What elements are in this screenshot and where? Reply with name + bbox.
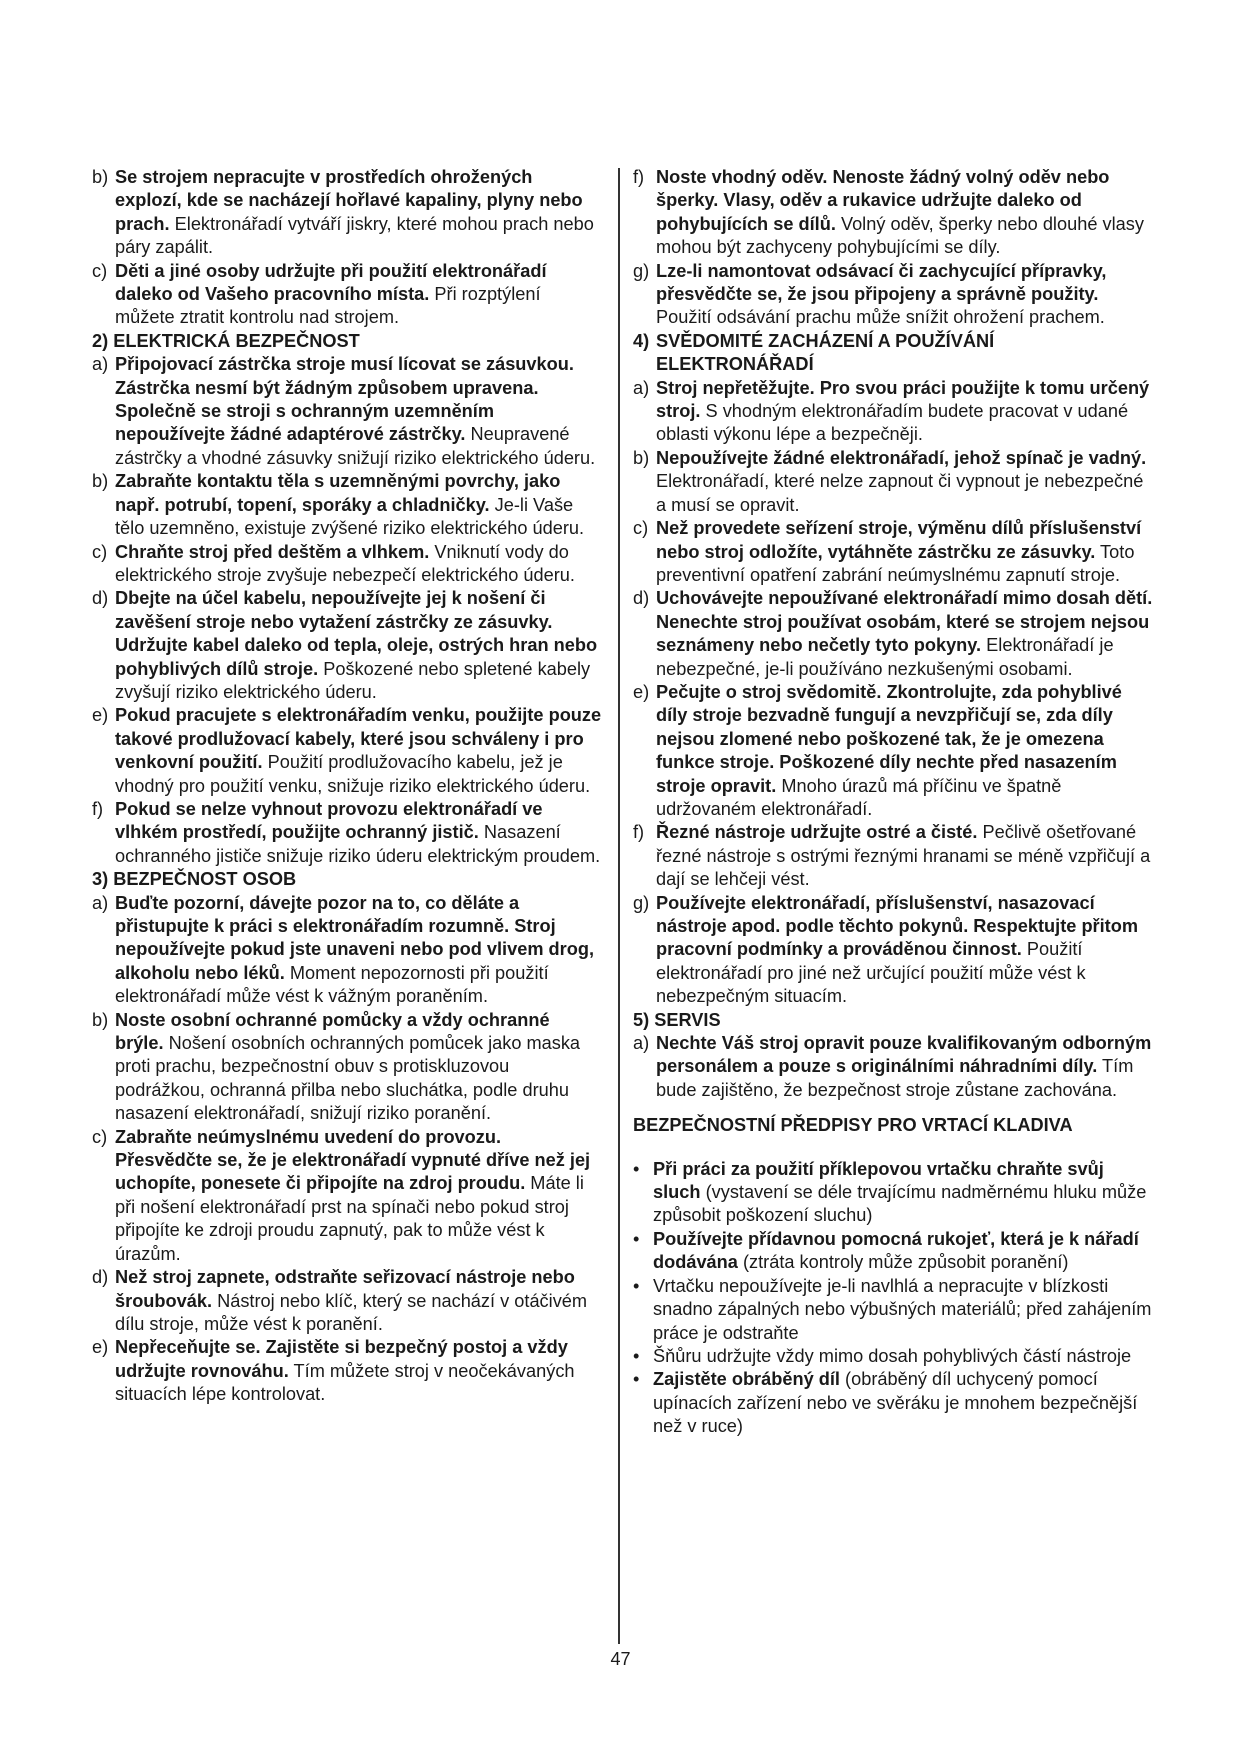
list-item: b) Zabraňte kontaktu těla s uzemněnými povrchy, jako např. potrubí, topení, sporáky a chladničky. Je-li Vaše tělo uzemněno, existuje zvýšené riziko elektrického úderu.: [92, 471, 585, 539]
right-column: [633, 166, 1153, 1439]
column-divider: [618, 168, 620, 1644]
section-heading: 4) SVĚDOMITÉ ZACHÁZENÍ A POUŽÍVÁNÍ ELEKTRONÁŘADÍ: [633, 330, 995, 375]
list-item: c) Chraňte stroj před deštěm a vlhkem. Vniknutí vody do elektrického stroje zvyšuje nebezpečí elektrického úderu.: [92, 541, 575, 585]
list-item: g) Používejte elektronářadí, příslušenství, nasazovací nástroje apod. podle těchto pokynů. Respektujte přitom pracovní podmínky a prováděnou činnost. Použití elektronářadí pro jiné než určující použití může vést k nebezpečným situacím.: [633, 892, 1139, 1007]
left-column: [92, 166, 602, 1407]
list-item: f) Noste vhodný oděv. Nenoste žádný volný oděv nebo šperky. Vlasy, oděv a rukavice udržujte daleko od pohybujících se dílů. Volný oděv, šperky nebo dlouhé vlasy mohou být zachyceny pohybujícími se díly.: [633, 167, 1144, 258]
list-item: g) Lze-li namontovat odsávací či zachycující přípravky, přesvědčte se, že jsou připojeny a správně použity. Použití odsávání prachu může snížit ohrožení prachem.: [633, 260, 1107, 328]
list-item: b) Nepoužívejte žádné elektronářadí, jehož spínač je vadný. Elektronářadí, které nelze zapnout či vypnout je nebezpečné a musí se opravit.: [633, 447, 1147, 515]
list-item: b) Se strojem nepracujte v prostředích ohrožených explozí, kde se nacházejí hořlavé kapaliny, plyny nebo prach. Elektronářadí vytváří jiskry, které mohou prach nebo páry zapálit.: [92, 167, 594, 258]
bullet-item: • Šňůru udržujte vždy mimo dosah pohyblivých částí nástroje: [633, 1345, 1132, 1366]
list-item: d) Než stroj zapnete, odstraňte seřizovací nástroje nebo šroubovák. Nástroj nebo klíč, který se nachází v otáčivém dílu stroje, může vést k poranění.: [92, 1267, 588, 1334]
bullet-item: • Vrtačku nepoužívejte je-li navlhlá a nepracujte v blízkosti snadno zápalných nebo výbušných materiálů; před zahájením práce je odstraňte: [633, 1275, 1152, 1343]
bullet-item: • Používejte přídavnou pomocná rukojeť, která je k nářadí dodávána (ztráta kontroly může způsobit poranění): [633, 1228, 1139, 1273]
list-item: e) Pečujte o stroj svědomitě. Zkontrolujte, zda pohyblivé díly stroje bezvadně fungují a nevzpřičují se, zda díly nejsou zlomené nebo poškozené tak, že je omezena funkce stroje. Poškozené díly nechte před nasazením stroje opravit. Mnoho úrazů má příčinu ve špatně udržovaném elektronářadí.: [633, 681, 1122, 819]
list-item: f) Pokud se nelze vyhnout provozu elektronářadí ve vlhkém prostředí, použijte ochranný jistič. Nasazení ochranného jističe snižuje riziko úderu elektrickým proudem.: [92, 798, 601, 866]
list-item: c) Zabraňte neúmyslnému uvedení do provozu. Přesvědčte se, že je elektronářadí vypnuté dříve než jej uchopíte, ponesete či připojíte na zdroj proudu. Máte li při nošení elektronářadí prst na spínači nebo pokud stroj připojíte ke zdroji proudu zapnutý, pak to může vést k úrazům.: [92, 1126, 591, 1264]
bullet-item: • Zajistěte obráběný díl (obráběný díl uchycený pomocí upínacích zařízení nebo ve svěráku je mnohem bezpečnější než v ruce): [633, 1369, 1138, 1437]
list-item: a) Stroj nepřetěžujte. Pro svou práci použijte k tomu určený stroj. S vhodným elektronářadím budete pracovat v udané oblasti výkonu lépe a bezpečněji.: [633, 377, 1150, 445]
list-item: a) Připojovací zástrčka stroje musí lícovat se zásuvkou. Zástrčka nesmí být žádným způsobem upravena. Společně se stroji s ochranným uzemněním nepoužívejte žádné adaptérové zástrčky. Neupravené zástrčky a vhodné zásuvky snižují riziko elektrického úderu.: [92, 354, 596, 468]
list-item: e) Nepřeceňujte se. Zajistěte si bezpečný postoj a vždy udržujte rovnováhu. Tím můžete stroj v neočekávaných situacích lépe kontrolovat.: [92, 1337, 575, 1405]
list-item: f) Řezné nástroje udržujte ostré a čisté. Pečlivě ošetřované řezné nástroje s ostrými řeznými hranami se méně vzpřičují a dají se lehčeji vést.: [633, 822, 1151, 890]
main-heading: BEZPEČNOSTNÍ PŘEDPISY PRO VRTACÍ KLADIVA: [633, 1115, 1073, 1136]
list-item: a) Nechte Váš stroj opravit pouze kvalifikovaným odborným personálem a pouze s originálními náhradními díly. Tím bude zajištěno, že bezpečnost stroje zůstane zachována.: [633, 1033, 1152, 1100]
list-item: c) Děti a jiné osoby udržujte při použití elektronářadí daleko od Vašeho pracovního místa. Při rozptýlení můžete ztratit kontrolu nad strojem.: [92, 260, 547, 328]
section-heading: 5) SERVIS: [633, 1009, 721, 1030]
list-item: e) Pokud pracujete s elektronářadím venku, použijte pouze takové prodlužovací kabely, které jsou schváleny i pro venkovní použití. Použití prodlužovacího kabelu, jež je vhodný pro použití venku, snižuje riziko elektrického úderu.: [92, 705, 602, 796]
section-heading: 2) ELEKTRICKÁ BEZPEČNOST: [92, 330, 360, 351]
bullet-item: • Při práci za použití příklepovou vrtačku chraňte svůj sluch (vystavení se déle trvajícímu nadměrnému hluku může způsobit poškození sluchu): [633, 1158, 1147, 1226]
page-number: 47: [610, 1649, 631, 1669]
list-item: d) Uchovávejte nepoužívané elektronářadí mimo dosah dětí. Nenechte stroj používat osobám, které se strojem nejsou seznámeny nebo nečetly tyto pokyny. Elektronářadí je nebezpečné, je-li používáno nezkušenými osobami.: [633, 588, 1153, 679]
list-item: c) Než provedete seřízení stroje, výměnu dílů příslušenství nebo stroj odložíte, vytáhněte zástrčku ze zásuvky. Toto preventivní opatření zabrání neúmyslnému zapnutí stroje.: [633, 518, 1142, 585]
list-item: d) Dbejte na účel kabelu, nepoužívejte jej k nošení či zavěšení stroje nebo vytažení zástrčky ze zásuvky. Udržujte kabel daleko od tepla, oleje, ostrých hran nebo pohyblivých dílů stroje. Poškozené nebo spletené kabely zvyšují riziko elektrického úderu.: [92, 588, 598, 702]
list-item: a) Buďte pozorní, dávejte pozor na to, co děláte a přistupujte k práci s elektronářadím rozumně. Stroj nepoužívejte pokud jste unaveni nebo pod vlivem drog, alkoholu nebo léků. Moment nepozornosti při použití elektronářadí může vést k vážným poraněním.: [92, 892, 595, 1007]
section-heading: 3) BEZPEČNOST OSOB: [92, 869, 297, 890]
list-item: b) Noste osobní ochranné pomůcky a vždy ochranné brýle. Nošení osobních ochranných pomůcek jako maska proti prachu, bezpečnostní obuv s protiskluzovou podrážkou, ochranná přilba nebo sluchátka, podle druhu nasazení elektronářadí, snižují riziko poranění.: [92, 1009, 581, 1124]
